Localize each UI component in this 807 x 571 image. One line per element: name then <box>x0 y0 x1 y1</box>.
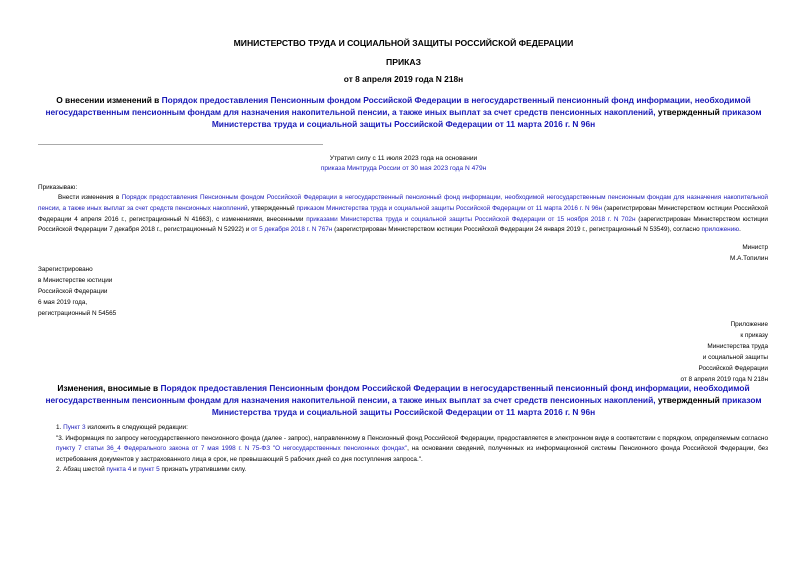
appendix-line: от 8 апреля 2019 года N 218н <box>680 376 768 383</box>
registration-line: регистрационный N 54565 <box>38 310 117 317</box>
change-link-point-4[interactable]: пункта 4 <box>106 466 132 474</box>
change-item-1: 1. Пункт 3 изложить в следующей редакции: <box>56 424 188 431</box>
body-link-order-702n[interactable]: приказами Министерства труда и социальной защиты Российской Федерации от 15 ноября 2018 г. N 702н <box>306 215 636 223</box>
change-quote: "3. Информация по запросу негосударственного пенсионного фонда (далее - запрос), направленному в Пенсионный фонд Российской Федерации, предоставляется в электронном виде в соответствии с порядком, определяемым согласно пункту 7 статьи 36_4 Федерального закона от 7 мая 1998 г. N 75-ФЗ "О негосударственных пенсионных фондах", на основании сведений, полученных из информационной системы Пенсионного фонда Российской Федерации, без истребования документов у застрахованного лица в срок, не превышающий 5 рабочих дней со дня поступления запроса.". <box>56 434 769 463</box>
lost-force-note: Утратил силу с 11 июля 2023 года на основании <box>329 155 478 162</box>
body-link-order-767n[interactable]: от 5 декабря 2018 г. N 767н <box>251 226 333 234</box>
body-link-appendix[interactable]: приложению <box>701 226 740 234</box>
registration-line: Зарегистрировано <box>38 266 93 273</box>
appendix-line: к приказу <box>740 332 768 339</box>
signature-position: Министр <box>742 244 768 251</box>
change-link-point-3[interactable]: Пункт 3 <box>63 424 86 431</box>
appendix-title-prefix: Изменения, вносимые в <box>57 383 161 393</box>
appendix-title-link-order-96n[interactable]: приказом Министерства труда и социальной защиты Российской Федерации от 11 марта 2016 г. N 96н <box>211 395 762 417</box>
changes-list <box>38 423 768 476</box>
title-link-order-96n[interactable]: приказом Министерства труда и социальной защиты Российской Федерации от 11 марта 2016 г. N 96н <box>211 107 762 129</box>
signature-name: М.А.Топилин <box>730 255 768 262</box>
title-middle: утвержденный <box>655 107 723 117</box>
doc-type-heading: ПРИКАЗ <box>386 57 421 67</box>
order-title <box>40 94 767 130</box>
change-item-2: 2. Абзац шестой пункта 4 и пункт 5 признать утратившими силу. <box>56 466 247 474</box>
body-link-order-96n[interactable]: приказом Министерства труда и социальной защиты Российской Федерации от 11 марта 2016 г. N 96н <box>296 204 603 212</box>
appendix-line: Приложение <box>730 321 768 328</box>
appendix-line: Российской Федерации <box>698 365 768 372</box>
title-prefix: О внесении изменений в <box>56 95 162 105</box>
change-link-point-5[interactable]: пункт 5 <box>138 466 160 474</box>
title-link-procedure[interactable]: Порядок предоставления Пенсионным фондом Российской Федерации в негосударственный пенсионный фонд информации, необходимой негосударственным пенсионным фондам для назначения накопительной пенсии, а также иных выплат за счет средств пенсионных накоплений, <box>45 95 751 117</box>
orders-label: Приказываю: <box>38 184 78 191</box>
registration-line: 6 мая 2019 года, <box>38 299 88 306</box>
registration-line: в Министерстве юстиции <box>38 277 113 284</box>
ministry-heading: МИНИСТЕРСТВО ТРУДА И СОЦИАЛЬНОЙ ЗАЩИТЫ РОССИЙСКОЙ ФЕДЕРАЦИИ <box>233 38 574 48</box>
appendix-line: и социальной защиты <box>702 354 768 361</box>
change-link-federal-law[interactable]: пункту 7 статьи 36_4 Федерального закона от 7 мая 1998 г. N 75-ФЗ "О негосударственных пенсионных фондах" <box>56 445 408 453</box>
appendix-title-middle: утвержденный <box>655 395 723 405</box>
lost-force-link[interactable]: приказа Минтруда России от 30 мая 2023 года N 479н <box>320 165 487 172</box>
separator-line <box>38 144 323 145</box>
appendix-line: Министерства труда <box>707 343 768 350</box>
appendix-title-link-procedure[interactable]: Порядок предоставления Пенсионным фондом Российской Федерации в негосударственный пенсионный фонд информации, необходимой негосударственным пенсионным фондам для назначения накопительной пенсии, а также иных выплат за счет средств пенсионных накоплений, <box>45 383 750 405</box>
order-date-number: от 8 апреля 2019 года N 218н <box>343 74 464 84</box>
appendix-title <box>40 382 767 418</box>
order-body-paragraph: Внести изменения в Порядок предоставления Пенсионным фондом Российской Федерации в негосударственный пенсионный фонд информации, необходимой негосударственным пенсионным фондам для назначения накопительной пенсии, а также иных выплат за счет средств пенсионных накоплений, утвержденный приказом Министерства труда и социальной защиты Российской Федерации от 11 марта 2016 г. N 96н (зарегистрирован Министерством юстиции Российской Федерации 4 апреля 2016 г., регистрационный N 41663), с изменениями, внесенными приказами Министерства труда и социальной защиты Российской Федерации от 15 ноября 2018 г. N 702н (зарегистрирован Министерством юстиции Российской Федерации 7 декабря 2018 г., регистрационный N 52922) и от 5 декабря 2018 г. N 767н (зарегистрирован Министерством юстиции Российской Федерации 24 января 2019 г., регистрационный N 53549), согласно приложению. <box>38 194 768 234</box>
body-link-procedure[interactable]: Порядок предоставления Пенсионным фондом Российской Федерации в негосударственный пенсионный фонд информации, необходимой негосударственным пенсионным фондам для назначения накопительной пенсии, а также иных выплат за счет средств пенсионных накоплений <box>38 194 768 212</box>
registration-line: Российской Федерации <box>38 288 108 295</box>
